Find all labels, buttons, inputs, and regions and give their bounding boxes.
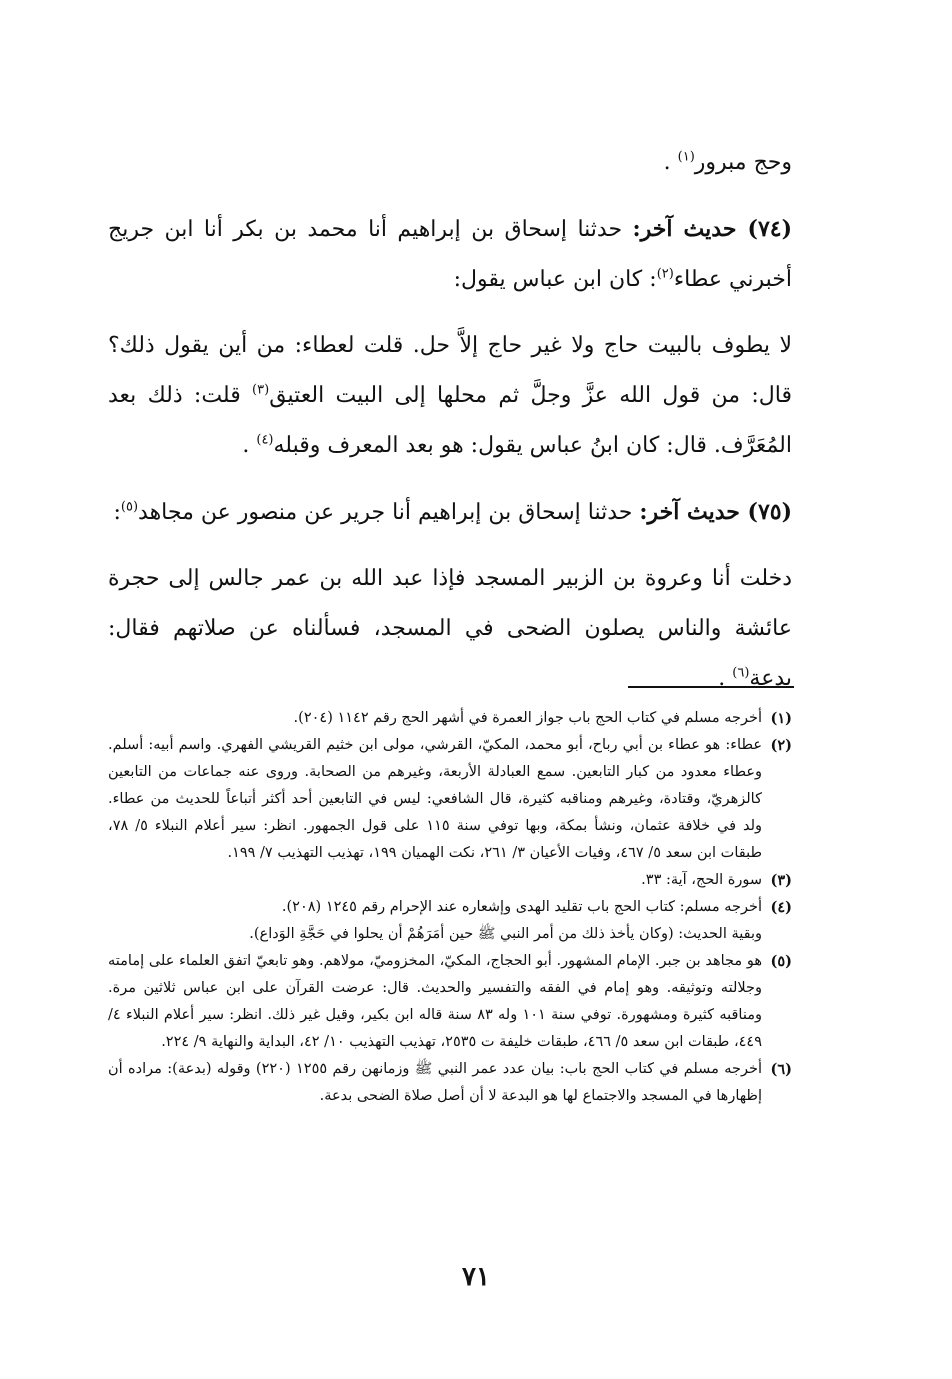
page-number: ٧١ <box>462 1262 490 1292</box>
hadith-75-matn-end: . <box>718 666 733 691</box>
footnote-ref: (١) <box>677 149 695 165</box>
footnote-number: (٤) <box>770 899 792 916</box>
footnote-1 <box>108 705 792 732</box>
paragraph-end: . <box>663 150 678 175</box>
footnote-5 <box>108 948 792 1056</box>
footnote-ref: (٥) <box>120 499 139 515</box>
footnote-number: (٥) <box>770 953 792 970</box>
footnote-number: (٣) <box>770 872 792 889</box>
footnote-separator <box>628 686 794 688</box>
paragraph-continuation <box>108 138 792 188</box>
footnote-text: أخرجه مسلم في كتاب الحج باب جواز العمرة في أشهر الحج رقم ١١٤٢ (٢٠٤). <box>293 710 762 726</box>
footnote-ref: (٢) <box>656 266 674 282</box>
footnotes <box>108 705 792 1110</box>
footnote-2 <box>108 732 792 867</box>
footnote-ref: (٣) <box>252 382 270 398</box>
footnote-ref: (٦) <box>732 665 750 681</box>
hadith-74-matn-end: . <box>242 433 257 458</box>
hadith-75-isnad-end: : <box>113 500 121 525</box>
footnote-text: أخرجه مسلم: كتاب الحج باب تقليد الهدى وإشعاره عند الإحرام رقم ١٢٤٥ (٢٠٨). <box>281 899 762 915</box>
footnote-text: سورة الحج، آية: ٣٣. <box>641 872 762 888</box>
hadith-74-matn: لا يطوف بالبيت حاج ولا غير حاج إلاَّ حل. قلت لعطاء: من أين يقول ذلك؟ قال: من قول الله عزَّ وجلَّ ثم محلها إلى البيت العتيق <box>108 333 792 408</box>
hadith-75-title: (٧٥) حديث آخر: <box>639 499 792 525</box>
footnote-text: هو مجاهد بن جبر. الإمام المشهور. أبو الحجاج، المكيّ، المخزوميّ، مولاهم. وهو تابعيّ اتفق العلماء على إمامته وجلالته وتوثيقه. وهو إمام في الفقه والتفسير والحديث. قال: عرضت القرآن على ابن عباس ثلاثين مرة. ومناقبه كثيرة ومشهورة. توفي سنة ١٠١ وله ٨٣ سنة قاله ابن بكير، وقيل غير ذلك. انظر: سير أعلام النبلاء ٤/ ٤٤٩، طبقات ابن سعد ٥/ ٤٦٦، طبقات خليفة ت ٢٥٣٥، تهذيب التهذيب ١٠/ ٤٢، البداية والنهاية ٩/ ٢٢٤. <box>108 953 762 1050</box>
paragraph-text: وحج مبرور <box>694 150 792 175</box>
hadith-74-heading-paragraph <box>108 204 792 305</box>
footnote-ref: (٤) <box>256 432 274 448</box>
hadith-75-text <box>108 554 792 704</box>
footnote-text: عطاء: هو عطاء بن أبي رباح، أبو محمد، المكيّ، القرشي، مولى ابن خثيم القريشي الفهري. واسم أبيه: أسلم. وعطاء معدود من كبار التابعين. سمع العبادلة الأربعة، وغيرهم من الصحابة. وروى عنه جماعات من التابعين كالزهريّ، وقتادة، وغيرهم ومناقبه كثيرة، قال الشافعي: ليس في التابعين أحد أكثر أتباعاً للحديث من عطاء. ولد في خلافة عثمان، ونشأ بمكة، وبها توفي سنة ١١٥ على قول الجمهور. انظر: سير أعلام النبلاء ٥/ ٧٨، طبقات ابن سعد ٥/ ٤٦٧، وفيات الأعيان ٣/ ٢٦١، نكت الهميان ١٩٩، تهذيب التهذيب ٧/ ١٩٩. <box>108 737 762 861</box>
footnote-text-cont: وبقية الحديث: (وكان يأخذ ذلك من أمر النبي ﷺ حين أمَرَهُمْ أن يحلوا في حَجَّةِ الوَداع). <box>249 926 762 942</box>
footnote-number: (٦) <box>770 1061 792 1078</box>
footnote-4 <box>108 894 792 948</box>
footnote-text: أخرجه مسلم في كتاب الحج باب: بيان عدد عمر النبي ﷺ وزمانهن رقم ١٢٥٥ (٢٢٠) وقوله (بدعة): مراده أن إظهارها في المسجد والاجتماع لها هو البدعة لا أن أصل صلاة الضحى بدعة. <box>108 1061 762 1104</box>
hadith-74-text <box>108 321 792 471</box>
footnote-3 <box>108 867 792 894</box>
main-text <box>108 138 792 704</box>
hadith-74-isnad-end: : كان ابن عباس يقول: <box>453 267 657 292</box>
footnote-number: (١) <box>770 710 792 727</box>
footnote-6 <box>108 1056 792 1110</box>
hadith-74-title: (٧٤) حديث آخر: <box>632 216 792 242</box>
hadith-75-matn: دخلت أنا وعروة بن الزبير المسجد فإذا عبد الله بن عمر جالس إلى حجرة عائشة والناس يصلون الضحى في المسجد، فسألناه عن صلاتهم فقال: بدعة <box>108 566 792 691</box>
hadith-75-heading-paragraph <box>108 487 792 538</box>
footnote-number: (٢) <box>770 737 792 754</box>
hadith-74-matn-cont: قلت: ذلك بعد المُعَرَّف. قال: كان ابنُ عباس يقول: هو بعد المعرف وقبله <box>108 383 792 458</box>
hadith-75-isnad: حدثنا إسحاق بن إبراهيم أنا جرير عن منصور عن مجاهد <box>138 500 640 525</box>
hadith-74-isnad: حدثنا إسحاق بن إبراهيم أنا محمد بن بكر أنا ابن جريج أخبرني عطاء <box>108 217 792 292</box>
